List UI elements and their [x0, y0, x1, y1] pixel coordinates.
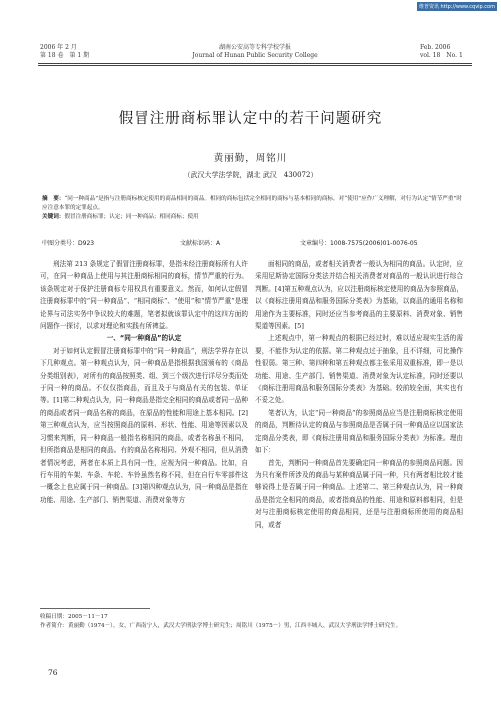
- document-code: 文献标识码：A: [180, 240, 221, 247]
- footnote: [40, 613, 460, 631]
- abstract-text: “同一种商品”是指与注册商标核定使用的商品相同的商品。相同的商标包括完全相同的商标与基本相同的商标。对“使用”应作广义理解，对行为认定“情节严重”时应注意本罪的定罪起点。: [42, 196, 462, 211]
- keywords: [42, 213, 462, 222]
- paragraph: 上述观点中，第一种观点的根据已经过时，难以适应现实生活的需要，不能作为认定的依据。第二种观点过于抽象，且不详细，可比操作性很弱。第三种、第四种和第五种观点都主张采用双重标准，即一是以功能、用途、生产部门、销售渠道、消费对象为认定标准，同时还要以《商标注册用商品和服务国际分类表》为基础。较前较全面，其实也有不妥之处。: [255, 334, 463, 405]
- abstract-block: [42, 195, 462, 221]
- right-column: [255, 258, 463, 593]
- header-rule-thin: [38, 65, 472, 66]
- article-number: 文章编号：1008-7575(2006)01-0076-05: [300, 240, 418, 247]
- header-issue-en: [420, 44, 463, 60]
- header-issue: [40, 44, 89, 60]
- abstract: [42, 195, 462, 213]
- header-journal: [170, 44, 340, 60]
- left-column: [40, 258, 248, 593]
- header-rule: [38, 63, 472, 64]
- keywords-label: 关键词：: [42, 213, 65, 220]
- page-number: 76: [48, 668, 58, 677]
- paragraph: 对于如何认定假冒注册商标罪中的“同一种商品”，刑法学界存在以下几种观点。第一种观点认为，同一种商品是指根据我国颁布的《商品分类组别表》，对所有的商品按照类、组、到三个级次进行详尽分类而处于同一种的商品。不仅仅指商品，而且及于与商品有关的包装、单证等。[1]第二种观点认为，同一种商品是指完全相同的商品或者同一品种的商品或者同一商品名称的商品，在原品的性能和用途上基本相同。[2]第三种观点认为，应当按照商品的原料、形状、性能、用途等因素以及习惯来判断，同一种商品一般指名称相同的商品，或者名称虽不相同，但所指商品是相同的商品。有的商品名称相同、外观不相同，但从消费者情况考虑，两者在本质上具有同一性，应视为同一种商品。比如，自行车用的车架、车条、车轮、车铃虽然名称不同，但在自行车零部件这一概念上也应属于同一种商品。[3]第四种观点认为，同一种商品是指在功能、用途、生产部门、销售渠道、消费对象等方: [40, 346, 248, 504]
- footnote-rule: [40, 608, 150, 609]
- author-affiliation: （武汉大学法学院，湖北 武汉 430072）: [183, 171, 318, 179]
- keywords-text: 假冒注册商标罪；认定；同一种商品；相同商标；使用: [64, 213, 199, 220]
- watermark: 维普资讯 http://www.cqvip.com: [418, 4, 495, 10]
- article-title: 假冒注册商标罪认定中的若干问题研究: [118, 111, 383, 127]
- received-date: 收稿日期：2005－11－17: [40, 614, 108, 620]
- header-volume-en: vol. 18 No. 1: [420, 52, 463, 59]
- section-heading: 一、“同一种商品”的认定: [106, 334, 182, 343]
- journal-name-cn: 湖南公安高等专科学校学报: [218, 44, 291, 51]
- abstract-label: 摘 要：: [42, 196, 65, 202]
- header-volume: 第 18 卷 第 1 期: [40, 52, 90, 59]
- paragraph: 面相同的商品，或者相关消费者一般认为相同的商品。认定时，应采用尼斯协定国际分类法并结合相关消费者对商品的一般认识进行综合判断。[4]第五种观点认为，应以注册商标核定使用的商品为参照商品，以《商标注册用商品和服务国际分类表》为基础，以商品的通用名称和用途作为主要标准，同时还应当参考商品的主要原料、消费对象、销售渠道等因素。[5]: [255, 260, 463, 331]
- header-date: 2006 年 2 月: [40, 44, 77, 51]
- article-authors: 黄丽勤，周铭川: [213, 153, 288, 164]
- paragraph: 首先，判断同一种商品首先要确定同一种商品的参照商品问题。因为只有案件所涉及的商品与某种商品属于同一种，只有两者相比较才能够说得上是否属于同一种商品。上述第二、第三种观点认为，同一种商品是指完全相同的商品，或者指商品的性能、用途和原料都相同，但是对与注册商标核定使用的商品相同，还是与注册商标所使用的商品相同，或者: [255, 458, 463, 529]
- header-date-en: Feb. 2006: [420, 44, 451, 51]
- paragraph: 刑法第 213 条规定了假冒注册商标罪，是指未经注册商标所有人许可，在同一种商品上使用与其注册商标相同的商标，情节严重的行为。该条规定对于保护注册商标专用权具有重要意义。然而，如何认定假冒注册商标罪中的“同一种商品”、“相同商标”、“使用”和“情节严重”是理论界与司法实务中争议较大的难题，笔者拟就该罪认定中的这四方面的问题作一探讨，以求对理论和实践有所裨益。: [40, 260, 248, 331]
- author-bio: 作者简介：黄丽勤（1974－），女，广西南宁人，武汉大学刑法学博士研究生；周铭川（1975－）男，江西丰城人，武汉大学刑法学博士研究生。: [40, 623, 402, 629]
- journal-name-en: Journal of Hunan Public Security College: [192, 52, 318, 59]
- clc-number: 中图分类号：D923: [42, 240, 95, 247]
- paragraph: 笔者认为，认定“同一种商品”的参照商品应当是注册商标核定使用的商品，判断待认定的商品与参照商品是否属于同一种商品应以国家法定商品分类表，即《商标注册用商品和服务国际分类表》为标准。理由如下：: [255, 408, 463, 455]
